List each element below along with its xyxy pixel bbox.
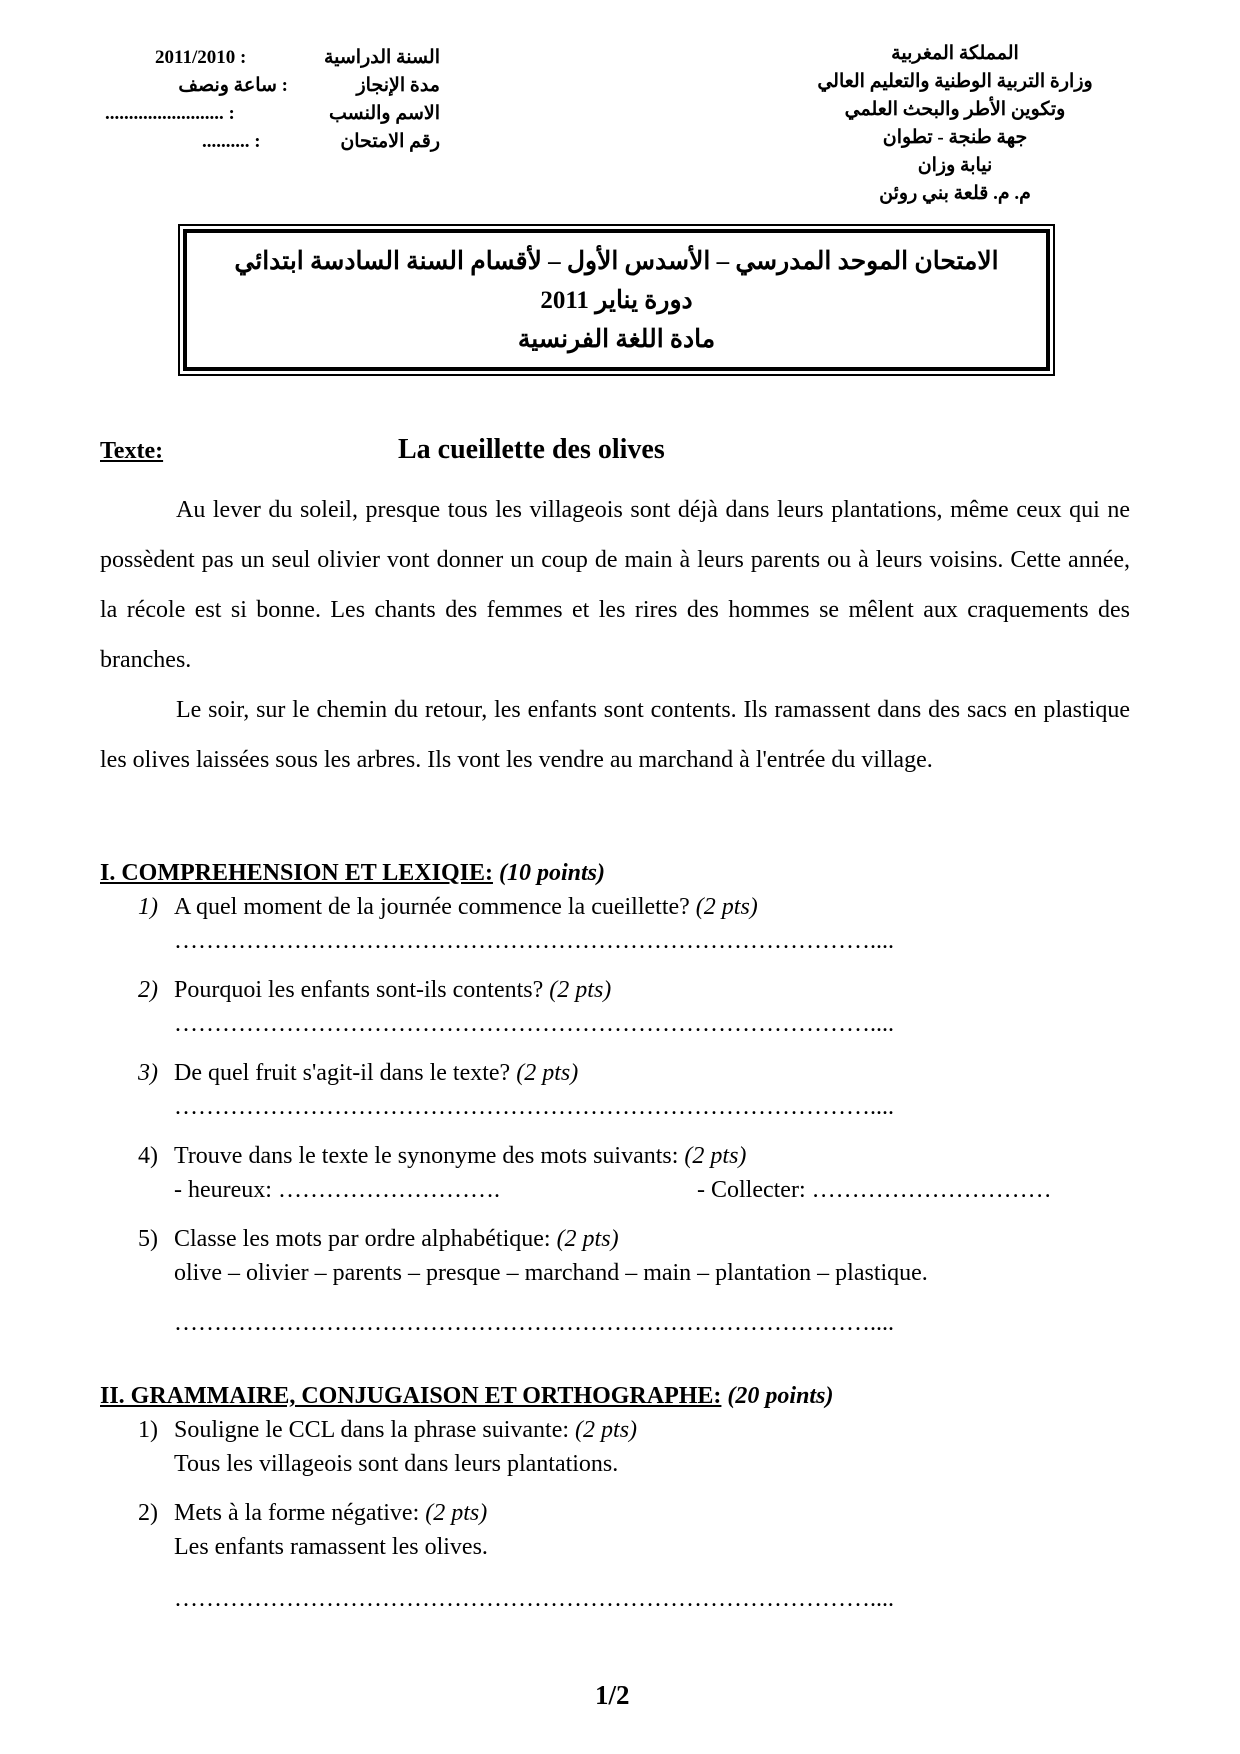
info-value-number: .......... : xyxy=(202,131,261,152)
question-number: 2) xyxy=(138,1500,158,1526)
question-points: (2 pts) xyxy=(516,1060,579,1086)
info-value-name: ......................... : xyxy=(105,103,235,124)
section-1-heading xyxy=(100,860,605,887)
answer-line[interactable]: …………………………………………………………………………….... xyxy=(174,1586,894,1612)
grammar-question-1 xyxy=(138,1414,637,1447)
question-points: (2 pts) xyxy=(695,894,758,920)
question-number: 4) xyxy=(138,1143,158,1169)
question-points: (2 pts) xyxy=(425,1500,488,1526)
header-line: وتكوين الأطر والبحث العلمي xyxy=(844,99,1066,120)
section-2-points: (20 points) xyxy=(727,1383,834,1409)
answer-line[interactable]: …………………………………………………………………………….... xyxy=(174,1094,894,1120)
question-text: Classe les mots par ordre alphabétique: xyxy=(174,1226,557,1252)
institution-header xyxy=(720,40,1190,208)
question-number: 3) xyxy=(138,1060,158,1086)
info-value-year: 2011/2010 : xyxy=(155,47,247,68)
header-line: م. م. قلعة بني روئن xyxy=(879,183,1031,204)
header-line: جهة طنجة - تطوان xyxy=(882,127,1028,148)
question-number: 1) xyxy=(138,1417,158,1443)
section-2-heading xyxy=(100,1383,833,1410)
answer-line[interactable]: …………………………………………………………………………….... xyxy=(174,928,894,954)
synonym-collecter[interactable]: - Collecter: ………………………… xyxy=(697,1177,1052,1203)
question-points: (2 pts) xyxy=(556,1226,619,1252)
question-text: Souligne le CCL dans la phrase suivante: xyxy=(174,1417,576,1443)
page-number: 1/2 xyxy=(595,1680,630,1710)
text-paragraph-2: Le soir, sur le chemin du retour, les enfants sont contents. Ils ramassent dans des sacs en plastique les olives laissées sous les arbres. Ils vont les vendre au marchand à l'entrée du village. xyxy=(100,697,1130,773)
text-label: Texte: xyxy=(100,438,164,464)
question-number: 1) xyxy=(138,894,158,920)
exam-info xyxy=(100,44,440,156)
question-points: (2 pts) xyxy=(684,1143,747,1169)
exam-title: الامتحان الموحد المدرسي – الأسدس الأول – لأقسام السنة السادسة ابتدائي xyxy=(234,247,999,275)
question-number: 5) xyxy=(138,1226,158,1252)
question-number: 2) xyxy=(138,977,158,1003)
question-text: De quel fruit s'agit-il dans le texte? xyxy=(174,1060,517,1086)
grammar-sentence: Tous les villageois sont dans leurs plantations. xyxy=(174,1451,619,1477)
question-4 xyxy=(138,1140,746,1173)
grammar-question-2 xyxy=(138,1497,487,1530)
info-label-number: رقم الامتحان xyxy=(340,131,440,152)
info-value-duration: : ساعة ونصف xyxy=(178,75,288,96)
word-list: olive – olivier – parents – presque – marchand – main – plantation – plastique. xyxy=(174,1260,928,1286)
grammar-sentence: Les enfants ramassent les olives. xyxy=(174,1534,488,1560)
exam-subject: مادة اللغة الفرنسية xyxy=(517,325,716,353)
exam-title-box xyxy=(178,224,1055,376)
section-1-points: (10 points) xyxy=(498,860,605,886)
answer-line[interactable]: …………………………………………………………………………….... xyxy=(174,1011,894,1037)
question-5 xyxy=(138,1223,619,1256)
section-2-title: II. GRAMMAIRE, CONJUGAISON ET ORTHOGRAPHE: xyxy=(100,1383,722,1409)
question-1 xyxy=(138,891,758,924)
question-text: Pourquoi les enfants sont-ils contents? xyxy=(174,977,550,1003)
synonym-heureux[interactable]: - heureux: ………………………. xyxy=(174,1177,500,1203)
question-3 xyxy=(138,1057,578,1090)
header-line: وزارة التربية الوطنية والتعليم العالي xyxy=(817,71,1093,92)
question-text: Mets à la forme négative: xyxy=(174,1500,426,1526)
header-line: نيابة وزان xyxy=(917,155,993,176)
info-label-name: الاسم والنسب xyxy=(328,103,440,124)
question-text: Trouve dans le texte le synonyme des mots suivants: xyxy=(174,1143,685,1169)
header-line: المملكة المغربية xyxy=(891,43,1019,64)
exam-session: دورة يناير 2011 xyxy=(540,286,693,314)
info-label-year: السنة الدراسية xyxy=(323,47,440,68)
info-label-duration: مدة الإنجاز xyxy=(356,75,440,96)
question-2 xyxy=(138,974,611,1007)
question-points: (2 pts) xyxy=(549,977,612,1003)
text-paragraph-1: Au lever du soleil, presque tous les villageois sont déjà dans leurs plantations, même ceux qui ne possèdent pas un seul olivier vont donner un coup de main à leurs parents ou à leurs voisins. Cette année, la récole est si bonne. Les chants des femmes et les rires des hommes se mêlent aux craquements des branches. xyxy=(100,497,1130,673)
answer-line[interactable]: …………………………………………………………………………….... xyxy=(174,1310,894,1336)
text-title: La cueillette des olives xyxy=(398,434,665,465)
question-text: A quel moment de la journée commence la cueillette? xyxy=(174,894,696,920)
section-1-title: I. COMPREHENSION ET LEXIQIE: xyxy=(100,860,493,886)
question-points: (2 pts) xyxy=(575,1417,638,1443)
